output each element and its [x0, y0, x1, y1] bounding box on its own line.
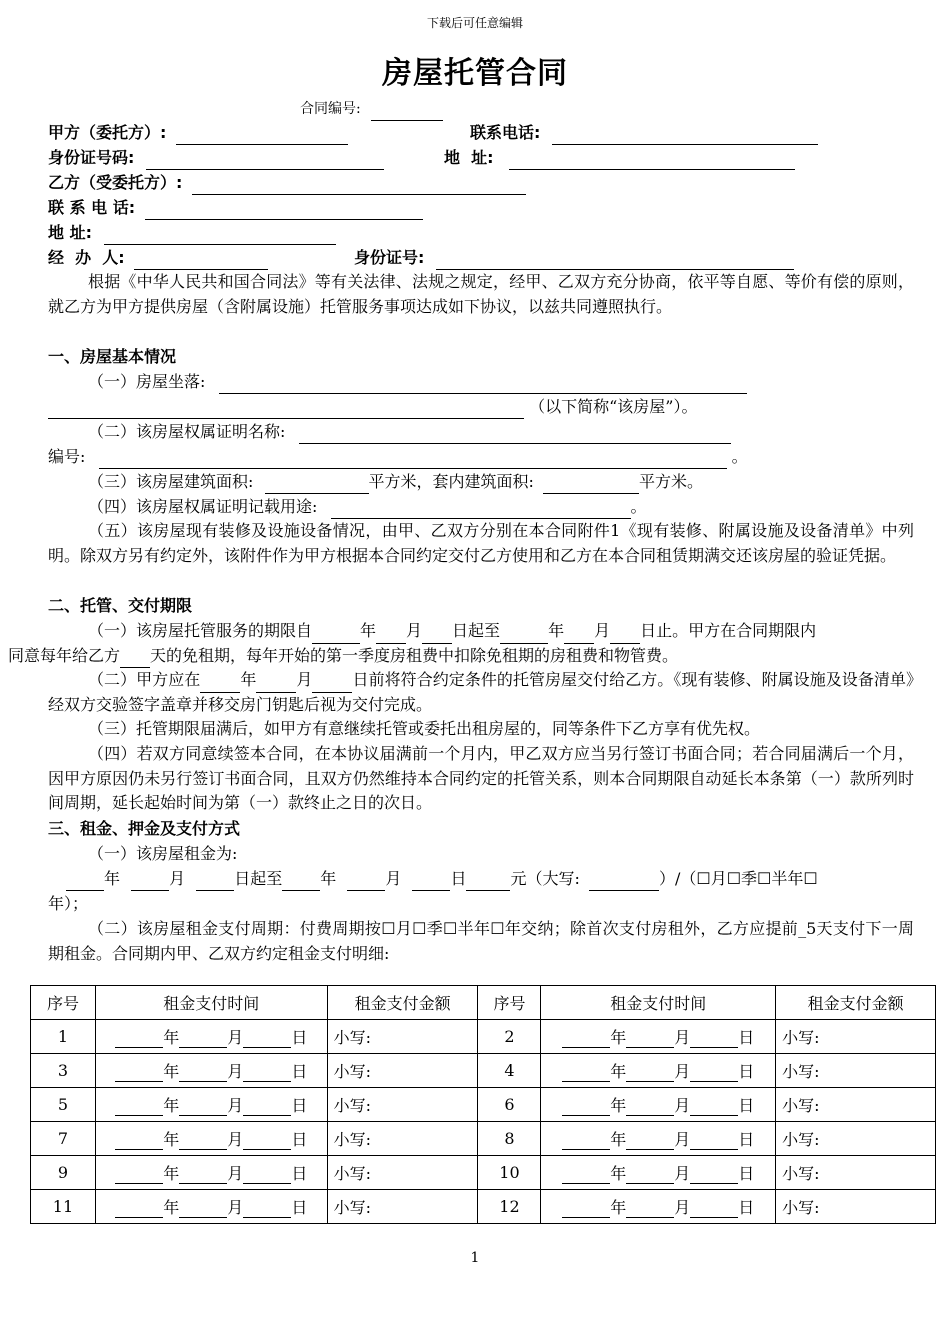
row-number: 7	[31, 1122, 96, 1156]
payment-day-label: 日	[291, 1130, 308, 1149]
payment-year-blank[interactable]	[115, 1199, 163, 1218]
payment-month-blank[interactable]	[179, 1097, 227, 1116]
end-day-blank[interactable]	[610, 625, 640, 644]
payment-day-label: 日	[291, 1028, 308, 1047]
payment-day-blank[interactable]	[243, 1199, 291, 1218]
payment-amount-cell[interactable]	[776, 1122, 936, 1156]
rent-day-label: 日	[450, 869, 467, 888]
section-3-heading: 三、租金、押金及支付方式	[48, 819, 241, 838]
payment-month-label: 月	[674, 1096, 691, 1115]
payment-date-cell	[541, 1088, 776, 1122]
payment-month-label: 月	[227, 1062, 244, 1081]
s1-item1-tail: （以下简称“该房屋”）。	[529, 397, 698, 416]
rent-end-month-blank[interactable]	[347, 872, 385, 891]
payment-month-label: 月	[227, 1164, 244, 1183]
amount-label: 小写:	[333, 1096, 372, 1115]
start-month-blank[interactable]	[376, 625, 406, 644]
amount-label: 小写:	[782, 1198, 820, 1217]
s2-i2-b: 年	[240, 670, 257, 689]
s2-i2-d: 日前将符合约定条件的托管房屋交付给乙方。《现有装修、附属设施及设备清单》经双方交验签字盖章并移交房门钥匙后视为交付完成。	[48, 670, 914, 714]
payment-day-blank[interactable]	[690, 1097, 738, 1116]
payment-month-blank[interactable]	[179, 1131, 227, 1150]
payment-date-cell	[95, 1156, 327, 1190]
payment-year-blank[interactable]	[115, 1063, 163, 1082]
payment-month-blank[interactable]	[179, 1199, 227, 1218]
s1-item4-label: （四）该房屋权属证明记载用途:	[88, 497, 318, 516]
certificate-name-blank[interactable]	[299, 425, 731, 444]
payment-day-blank[interactable]	[690, 1131, 738, 1150]
building-area-blank[interactable]	[265, 475, 369, 494]
payment-month-label: 月	[674, 1130, 691, 1149]
rent-start-year-blank[interactable]	[66, 872, 104, 891]
payment-date-cell	[541, 1054, 776, 1088]
payment-day-blank[interactable]	[690, 1063, 738, 1082]
payment-amount-cell[interactable]	[327, 1020, 478, 1054]
payment-month-blank[interactable]	[179, 1063, 227, 1082]
party-a-line	[48, 121, 348, 145]
payment-year-blank[interactable]	[562, 1029, 610, 1048]
s2-i1-h: 同意每年给乙方	[8, 645, 121, 665]
payment-year-label: 年	[163, 1198, 180, 1217]
payment-month-label: 月	[227, 1028, 244, 1047]
amount-label: 小写:	[333, 1130, 372, 1149]
payment-month-label: 月	[674, 1198, 691, 1217]
s2-i2-a: （二）甲方应在	[88, 670, 201, 689]
payment-date-cell	[95, 1088, 327, 1122]
s1-item3-line	[88, 470, 703, 494]
payment-year-blank[interactable]	[115, 1165, 163, 1184]
payment-amount-cell[interactable]	[776, 1190, 936, 1224]
s1-item1-cont	[48, 395, 697, 419]
payment-year-label: 年	[610, 1198, 627, 1217]
payment-year-label: 年	[163, 1096, 180, 1115]
payment-year-label: 年	[610, 1130, 627, 1149]
handover-day-blank[interactable]	[312, 674, 352, 693]
payment-amount-cell[interactable]	[327, 1190, 478, 1224]
payment-month-blank[interactable]	[626, 1165, 674, 1184]
s1-item2-no-label: 编号:	[48, 447, 86, 466]
contract-no-blank[interactable]	[371, 102, 443, 121]
payment-day-blank[interactable]	[243, 1131, 291, 1150]
table-row	[31, 1054, 936, 1088]
rent-uppercase-blank[interactable]	[589, 872, 659, 891]
payment-day-label: 日	[738, 1198, 755, 1217]
s2-item2-paragraph	[48, 668, 914, 717]
phone-b-line	[48, 196, 423, 220]
rent-amount-line	[66, 867, 818, 891]
table-row	[31, 1020, 936, 1054]
start-year-blank[interactable]	[312, 625, 360, 644]
payment-year-blank[interactable]	[562, 1063, 610, 1082]
table-row	[31, 1122, 936, 1156]
party-b-label: 乙方（受委托方）:	[48, 173, 183, 192]
payment-day-label: 日	[291, 1198, 308, 1217]
table-row	[31, 1088, 936, 1122]
s1-item2-end: 。	[731, 447, 748, 466]
address-line	[444, 146, 795, 170]
contract-no-line	[300, 97, 443, 121]
s1-item2-label: （二）该房屋权属证明名称:	[88, 422, 286, 441]
s1-item3-mid: 平方米，套内建筑面积:	[368, 472, 534, 491]
id-line	[48, 146, 384, 170]
party-b-line	[48, 171, 526, 195]
row-number: 5	[31, 1088, 96, 1122]
payment-date-cell	[541, 1020, 776, 1054]
payment-day-blank[interactable]	[690, 1165, 738, 1184]
amount-label: 小写:	[333, 1062, 372, 1081]
payment-year-label: 年	[610, 1096, 627, 1115]
payment-amount-cell[interactable]	[327, 1088, 478, 1122]
payment-month-label: 月	[674, 1164, 691, 1183]
row-number: 1	[31, 1020, 96, 1054]
s1-item1-label: （一）房屋坐落:	[88, 372, 206, 391]
agent-id-label: 身份证号:	[354, 248, 425, 267]
end-month-blank[interactable]	[564, 625, 594, 644]
payment-month-blank[interactable]	[626, 1063, 674, 1082]
payment-month-blank[interactable]	[626, 1029, 674, 1048]
party-b-blank[interactable]	[192, 176, 526, 195]
payment-month-label: 月	[227, 1130, 244, 1149]
address-b-label: 地 址:	[48, 223, 92, 242]
location-blank[interactable]	[219, 375, 747, 394]
s1-item4-end: 。	[630, 497, 647, 516]
payment-date-cell	[95, 1122, 327, 1156]
payment-amount-cell[interactable]	[776, 1054, 936, 1088]
payment-day-blank[interactable]	[243, 1165, 291, 1184]
phone-line	[470, 121, 818, 145]
s1-item3-label: （三）该房屋建筑面积:	[88, 472, 254, 491]
payment-day-label: 日	[291, 1164, 308, 1183]
row-number: 3	[31, 1054, 96, 1088]
rent-year-label: 年	[104, 869, 121, 888]
payment-day-blank[interactable]	[243, 1029, 291, 1048]
agent-label: 经 办 人:	[48, 248, 125, 267]
address-b-line	[48, 221, 336, 245]
amount-label: 小写:	[782, 1062, 820, 1081]
payment-year-blank[interactable]	[115, 1131, 163, 1150]
amount-label: 小写:	[333, 1028, 372, 1047]
page-number: 1	[470, 1250, 480, 1266]
address-b-blank[interactable]	[104, 226, 336, 245]
payment-year-blank[interactable]	[562, 1165, 610, 1184]
usage-blank[interactable]	[331, 500, 631, 519]
s2-item1-paragraph	[8, 619, 914, 668]
col-header-amount-2: 租金支付金额	[776, 986, 936, 1020]
agent-id-line	[354, 246, 794, 270]
s1-item3-end: 平方米。	[639, 472, 704, 491]
payment-day-blank[interactable]	[243, 1063, 291, 1082]
col-header-time: 租金支付时间	[95, 986, 327, 1020]
agent-blank[interactable]	[134, 251, 268, 270]
payment-year-blank[interactable]	[562, 1097, 610, 1116]
amount-label: 小写:	[782, 1096, 820, 1115]
amount-label: 小写:	[782, 1130, 820, 1149]
payment-year-label: 年	[610, 1164, 627, 1183]
page-header: 下载后可任意编辑	[426, 16, 523, 30]
certificate-no-blank[interactable]	[99, 450, 727, 469]
payment-month-blank[interactable]	[179, 1165, 227, 1184]
contract-no-label: 合同编号:	[300, 101, 361, 117]
rent-yuan-blank[interactable]	[466, 872, 510, 891]
payment-date-cell	[95, 1054, 327, 1088]
payment-year-label: 年	[163, 1028, 180, 1047]
payment-day-label: 日	[738, 1164, 755, 1183]
table-header-row	[31, 986, 936, 1020]
handover-month-blank[interactable]	[256, 674, 296, 693]
payment-amount-cell[interactable]	[776, 1020, 936, 1054]
s1-item1-line	[88, 370, 747, 394]
payment-date-cell	[541, 1156, 776, 1190]
start-day-blank[interactable]	[422, 625, 452, 644]
phone-b-blank[interactable]	[145, 201, 423, 220]
rent-year-label-2: 年	[320, 869, 337, 888]
s2-item4-paragraph: （四）若双方同意续签本合同，在本协议届满前一个月内，甲乙双方应当另行签订书面合同；若合同届满后一个月，因甲方原因仍未另行签订书面合同，且双方仍然维持本合同约定的托管关系，则本合同期限自动延长本条第（一）款所列时间周期，延长起始时间为第（一）款终止之日的次日。	[48, 744, 914, 812]
rent-end-year-blank[interactable]	[282, 872, 320, 891]
s3-item2-paragraph: （二）该房屋租金支付周期：付费周期按☐月☐季☐半年☐年交纳；除首次支付房租外，乙方应提前_5天支付下一周期租金。合同期内甲、乙双方约定租金支付明细:	[48, 919, 914, 963]
id-label: 身份证号码:	[48, 148, 135, 167]
payment-month-blank[interactable]	[179, 1029, 227, 1048]
payment-date-cell	[95, 1020, 327, 1054]
payment-month-label: 月	[227, 1198, 244, 1217]
s2-i1-g: 日止。甲方在合同期限内	[640, 621, 817, 640]
payment-day-label: 日	[738, 1028, 755, 1047]
payment-day-label: 日	[738, 1130, 755, 1149]
row-number: 2	[478, 1020, 541, 1054]
payment-day-blank[interactable]	[243, 1097, 291, 1116]
payment-amount-cell[interactable]	[776, 1088, 936, 1122]
party-a-label: 甲方（委托方）:	[48, 123, 167, 142]
agent-id-blank[interactable]	[436, 251, 794, 270]
id-blank[interactable]	[146, 151, 384, 170]
payment-month-label: 月	[674, 1028, 691, 1047]
rent-period-end: 年）；	[48, 894, 89, 913]
payment-year-blank[interactable]	[562, 1199, 610, 1218]
rent-period-options[interactable]: ）/（☐月☐季☐半年☐	[658, 869, 818, 888]
payment-year-label: 年	[163, 1062, 180, 1081]
handover-year-blank[interactable]	[200, 674, 240, 693]
payment-year-label: 年	[163, 1164, 180, 1183]
payment-day-label: 日	[291, 1062, 308, 1081]
rent-start-month-blank[interactable]	[131, 872, 169, 891]
row-number: 11	[31, 1190, 96, 1224]
payment-year-blank[interactable]	[115, 1029, 163, 1048]
table-row	[31, 1190, 936, 1224]
row-number: 10	[478, 1156, 541, 1190]
section-2-heading: 二、托管、交付期限	[48, 596, 193, 615]
end-year-blank[interactable]	[500, 625, 548, 644]
payment-day-label: 日	[291, 1096, 308, 1115]
location-blank-2[interactable]	[48, 400, 524, 419]
amount-label: 小写:	[333, 1198, 372, 1217]
payment-day-label: 日	[738, 1096, 755, 1115]
address-blank[interactable]	[509, 151, 795, 170]
col-header-time-2: 租金支付时间	[541, 986, 776, 1020]
payment-amount-cell[interactable]	[327, 1156, 478, 1190]
s3-item1-label: （一）该房屋租金为:	[88, 844, 238, 863]
payment-year-blank[interactable]	[562, 1131, 610, 1150]
payment-month-blank[interactable]	[626, 1097, 674, 1116]
col-header-amount: 租金支付金额	[327, 986, 478, 1020]
rent-day-to-label: 日起至	[234, 869, 283, 888]
rent-yuan-label: 元（大写:	[510, 869, 580, 888]
s2-i1-e: 年	[548, 621, 565, 640]
agent-line	[48, 246, 268, 270]
party-a-blank[interactable]	[176, 126, 348, 145]
payment-amount-cell[interactable]	[327, 1054, 478, 1088]
rent-month-label-2: 月	[385, 869, 402, 888]
amount-label: 小写:	[333, 1164, 372, 1183]
s2-i1-a: （一）该房屋托管服务的期限自	[88, 621, 313, 640]
s1-item5-paragraph: （五）该房屋现有装修及设施设备情况，由甲、乙双方分别在本合同附件1《现有装修、附属设施及设备清单》中列明。除双方另有约定外，该附件作为甲方根据本合同约定交付乙方使用和乙方在本合同租赁期满交还该房屋的验证凭据。	[48, 521, 914, 565]
s2-i1-b: 年	[360, 621, 377, 640]
col-header-no: 序号	[31, 986, 96, 1020]
s2-item3-paragraph: （三）托管期限届满后，如甲方有意继续托管或委托出租房屋的，同等条件下乙方享有优先权。	[88, 719, 761, 738]
payment-year-label: 年	[610, 1062, 627, 1081]
table-row	[31, 1156, 936, 1190]
phone-label: 联系电话:	[470, 123, 541, 142]
s2-i1-d: 日起至	[452, 621, 501, 640]
rent-end-day-blank[interactable]	[412, 872, 450, 891]
s2-i2-c: 月	[296, 670, 313, 689]
amount-label: 小写:	[782, 1028, 820, 1047]
payment-amount-cell[interactable]	[776, 1156, 936, 1190]
payment-month-label: 月	[227, 1096, 244, 1115]
section-1-heading: 一、房屋基本情况	[48, 347, 177, 366]
s2-i1-c: 月	[406, 621, 423, 640]
row-number: 12	[478, 1190, 541, 1224]
phone-blank[interactable]	[552, 126, 818, 145]
row-number: 4	[478, 1054, 541, 1088]
rent-start-day-blank[interactable]	[196, 872, 234, 891]
payment-month-blank[interactable]	[626, 1131, 674, 1150]
col-header-no-2: 序号	[478, 986, 541, 1020]
s1-item4-line	[88, 495, 647, 519]
row-number: 9	[31, 1156, 96, 1190]
payment-year-label: 年	[163, 1130, 180, 1149]
payment-month-blank[interactable]	[626, 1199, 674, 1218]
payment-amount-cell[interactable]	[327, 1122, 478, 1156]
amount-label: 小写:	[782, 1164, 820, 1183]
inner-area-blank[interactable]	[543, 475, 639, 494]
s2-i1-i: 天的免租期，每年开始的第一季度房租费中扣除免租期的房租费和物管费。	[150, 645, 679, 665]
s2-i1-f: 月	[594, 621, 611, 640]
rent-payment-table	[30, 985, 936, 1224]
phone-b-label: 联 系 电 话:	[48, 198, 136, 217]
payment-year-blank[interactable]	[115, 1097, 163, 1116]
row-number: 8	[478, 1122, 541, 1156]
payment-day-blank[interactable]	[690, 1199, 738, 1218]
row-number: 6	[478, 1088, 541, 1122]
s1-item2-line	[88, 420, 731, 444]
intro-paragraph: 根据《中华人民共和国合同法》等有关法律、法规之规定，经甲、乙双方充分协商，依平等自愿、等价有偿的原则，就乙方为甲方提供房屋（含附属设施）托管服务事项达成如下协议，以兹共同遵照执行。	[48, 272, 914, 316]
payment-date-cell	[541, 1190, 776, 1224]
page-title: 房屋托管合同	[382, 56, 568, 91]
rent-month-label: 月	[169, 869, 186, 888]
s1-item2-no-line	[48, 445, 748, 469]
payment-day-label: 日	[738, 1062, 755, 1081]
payment-day-blank[interactable]	[690, 1029, 738, 1048]
free-days-blank[interactable]	[120, 649, 150, 668]
payment-date-cell	[95, 1190, 327, 1224]
address-label: 地 址:	[444, 148, 494, 167]
payment-year-label: 年	[610, 1028, 627, 1047]
payment-date-cell	[541, 1122, 776, 1156]
payment-month-label: 月	[674, 1062, 691, 1081]
